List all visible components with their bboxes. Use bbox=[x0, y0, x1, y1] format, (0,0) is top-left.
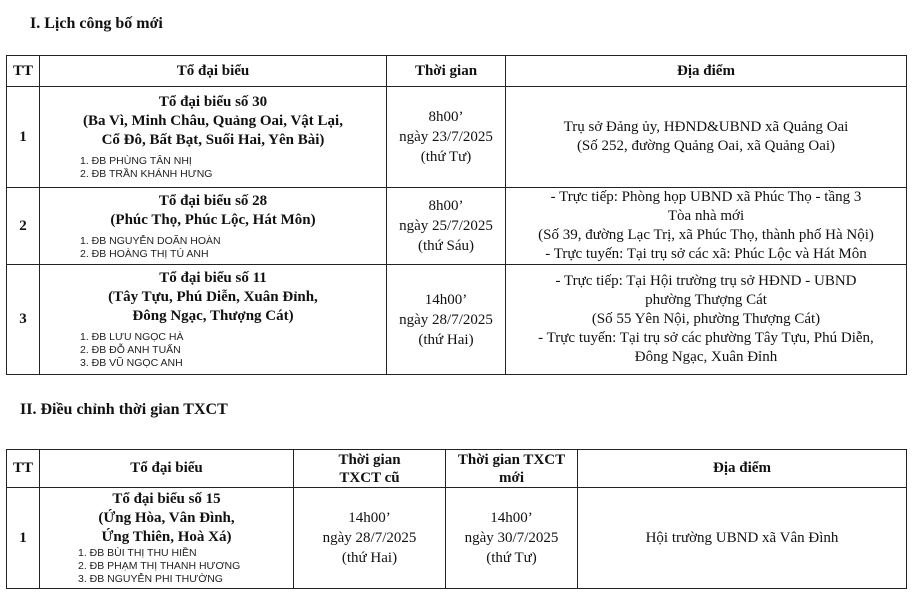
header-location: Địa điểm bbox=[578, 450, 907, 488]
time-cell bbox=[387, 87, 506, 188]
table-header-row bbox=[7, 56, 907, 87]
member-name: 2. ĐB HOÀNG THỊ TÚ ANH bbox=[80, 247, 209, 260]
group-areas: Đông Ngạc, Thượng Cát) bbox=[132, 308, 294, 324]
time-cell bbox=[387, 188, 506, 265]
time-date: ngày 28/7/2025 bbox=[399, 311, 493, 328]
group-areas: (Phúc Thọ, Phúc Lộc, Hát Môn) bbox=[110, 211, 316, 228]
time-hour: 8h00’ bbox=[428, 109, 464, 125]
member-name: 3. ĐB NGUYỄN PHI THƯỜNG bbox=[78, 573, 223, 585]
member-name: 1. ĐB PHÙNG TÂN NHỊ bbox=[80, 155, 192, 167]
time-hour: 14h00’ bbox=[348, 510, 391, 526]
old-time-cell bbox=[294, 488, 446, 589]
member-name: 2. ĐB TRẦN KHÁNH HƯNG bbox=[80, 168, 213, 180]
group-cell bbox=[40, 265, 387, 375]
header-time: Thời gian bbox=[387, 56, 506, 87]
group-cell bbox=[40, 488, 294, 589]
row-number: 2 bbox=[7, 188, 40, 265]
time-hour: 8h00’ bbox=[428, 198, 464, 214]
member-name: 2. ĐB ĐỖ ANH TUẤN bbox=[80, 344, 181, 356]
header-old-time-line: TXCT cũ bbox=[339, 469, 400, 486]
time-weekday: (thứ Hai) bbox=[418, 331, 474, 348]
member-name: 1. ĐB BÙI THỊ THU HIỀN bbox=[78, 547, 197, 559]
location-line: (Số 39, đường Lạc Trị, xã Phúc Thọ, thành phố Hà Nội) bbox=[538, 227, 874, 243]
group-title: Tổ đại biểu số 15 bbox=[112, 491, 221, 507]
section-2-heading: II. Điều chỉnh thời gian TXCT bbox=[20, 401, 228, 418]
group-areas: (Ba Vì, Minh Châu, Quảng Oai, Vật Lại, bbox=[83, 113, 343, 129]
group-title: Tổ đại biểu số 30 bbox=[158, 94, 268, 110]
location-line: phường Thượng Cát bbox=[645, 292, 767, 308]
time-weekday: (thứ Tư) bbox=[420, 149, 472, 165]
header-new-time-line: Thời gian TXCT bbox=[457, 451, 566, 468]
header-old-time-line: Thời gian bbox=[338, 451, 401, 468]
time-date: ngày 23/7/2025 bbox=[399, 129, 493, 145]
section-1-heading: I. Lịch công bố mới bbox=[30, 15, 163, 32]
adjustment-table bbox=[6, 449, 907, 589]
header-tt: TT bbox=[7, 56, 40, 87]
location-cell bbox=[506, 87, 907, 188]
header-old-time bbox=[294, 450, 446, 488]
table-row bbox=[7, 265, 907, 375]
group-cell bbox=[40, 87, 387, 188]
location-line: - Trực tuyến: Tại trụ sở các phường Tây Tựu, Phú Diễn, bbox=[538, 330, 874, 346]
group-title: Tổ đại biểu số 11 bbox=[159, 270, 267, 286]
member-name: 3. ĐB VŨ NGỌC ANH bbox=[80, 357, 183, 369]
header-location: Địa điểm bbox=[506, 56, 907, 87]
location-cell bbox=[506, 188, 907, 265]
row-number: 1 bbox=[7, 87, 40, 188]
header-new-time bbox=[446, 450, 578, 488]
time-date: ngày 30/7/2025 bbox=[464, 530, 559, 546]
row-number: 3 bbox=[7, 265, 40, 375]
location-line: Hội trường UBND xã Vân Đình bbox=[645, 529, 839, 546]
location-line: Trụ sở Đảng ủy, HĐND&UBND xã Quảng Oai bbox=[563, 119, 849, 135]
table-row bbox=[7, 188, 907, 265]
table-row bbox=[7, 87, 907, 188]
time-weekday: (thứ Sáu) bbox=[417, 238, 475, 254]
group-areas: (Ứng Hòa, Vân Đình, bbox=[98, 510, 235, 526]
time-hour: 14h00’ bbox=[490, 510, 533, 526]
group-areas: (Tây Tựu, Phú Diễn, Xuân Đỉnh, bbox=[108, 289, 318, 305]
header-new-time-line: mới bbox=[499, 469, 524, 486]
group-cell bbox=[40, 188, 387, 265]
location-cell bbox=[578, 488, 907, 589]
location-line: - Trực tiếp: Phòng họp UBND xã Phúc Thọ - tầng 3 bbox=[550, 189, 862, 205]
time-weekday: (thứ Tư) bbox=[486, 550, 537, 566]
schedule-table bbox=[6, 55, 907, 375]
member-name: 1. ĐB LƯU NGỌC HÀ bbox=[80, 331, 184, 343]
member-name: 1. ĐB NGUYỄN DOÃN HOÀN bbox=[80, 234, 221, 247]
time-weekday: (thứ Hai) bbox=[341, 550, 398, 566]
group-areas: Ứng Thiên, Hoà Xá) bbox=[101, 529, 232, 545]
row-number: 1 bbox=[7, 488, 40, 589]
location-line: (Số 55 Yên Nội, phường Thượng Cát) bbox=[591, 311, 821, 327]
group-title: Tổ đại biểu số 28 bbox=[158, 192, 268, 209]
location-line: Đông Ngạc, Xuân Đỉnh bbox=[634, 349, 778, 365]
header-group: Tổ đại biểu bbox=[40, 450, 294, 488]
header-tt: TT bbox=[7, 450, 40, 488]
group-areas: Cổ Đô, Bất Bạt, Suối Hai, Yên Bài) bbox=[101, 132, 325, 148]
location-cell bbox=[506, 265, 907, 375]
location-line: - Trực tuyến: Tại trụ sở các xã: Phúc Lộc và Hát Môn bbox=[545, 246, 867, 262]
time-hour: 14h00’ bbox=[424, 291, 468, 308]
time-cell bbox=[387, 265, 506, 375]
table-row bbox=[7, 488, 907, 589]
location-line: Tòa nhà mới bbox=[667, 208, 745, 224]
header-group: Tổ đại biểu bbox=[40, 56, 387, 87]
time-date: ngày 25/7/2025 bbox=[399, 218, 493, 234]
location-line: - Trực tiếp: Tại Hội trường trụ sở HĐND - UBND bbox=[555, 273, 857, 289]
new-time-cell bbox=[446, 488, 578, 589]
table-header-row bbox=[7, 450, 907, 488]
time-date: ngày 28/7/2025 bbox=[322, 530, 417, 546]
member-name: 2. ĐB PHẠM THỊ THANH HƯƠNG bbox=[78, 560, 241, 572]
location-line: (Số 252, đường Quảng Oai, xã Quảng Oai) bbox=[576, 138, 836, 154]
